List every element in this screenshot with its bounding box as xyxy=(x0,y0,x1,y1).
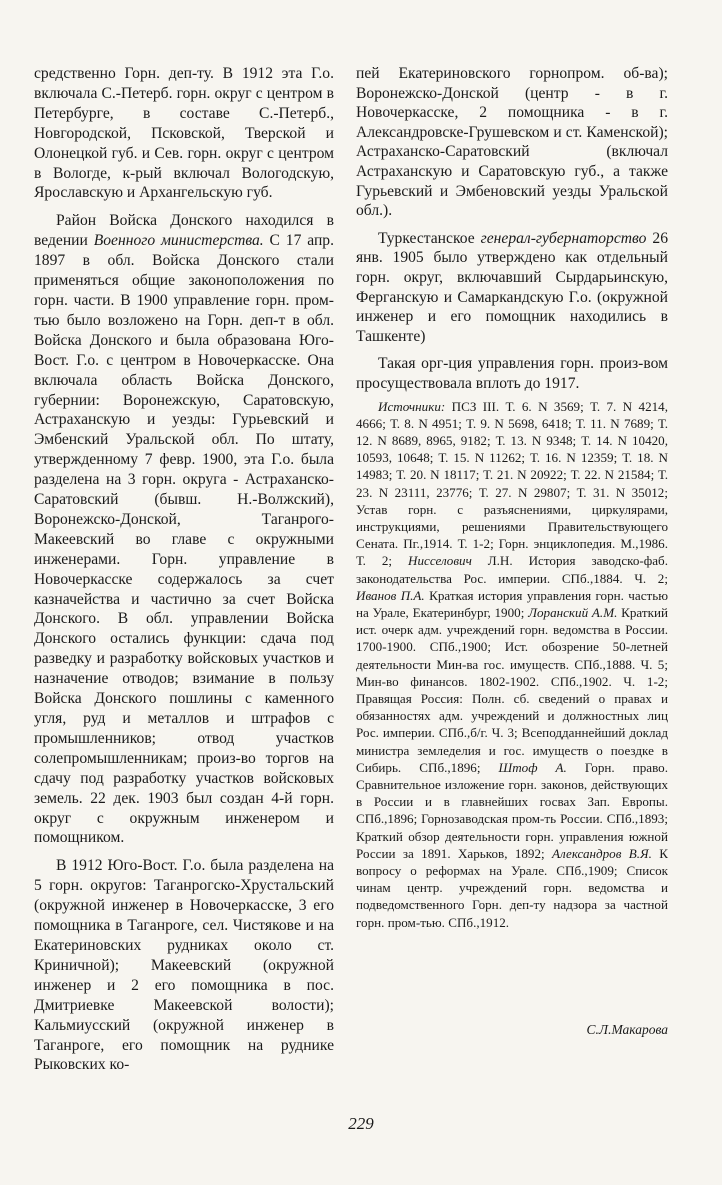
paragraph: Район Войска Донского находился в ведении Военного министерства. С 17 апр. 1897 в обл. Войска Донского стали применяться общие законоположения по горн. части. В 1900 управление горн. пром-тью было возложено на Горн. деп-т в обл. Войска Донского и была образована Юго-Вост. Г.о. с центром в Новочеркасске. Она включала область Войска Донского, губернии: Воронежскую, Саратовскую, Астраханскую и уезды: Гурьевский и Эмбенский Уральской обл. По штату, утвержденному 7 февр. 1900, эта Г.о. была разделена на 3 горн. округа - Астраханско-Саратовский (бывш. Н.-Волжский), Воронежско-Донской, Таганрого-Макеевский во главе с окружными инженерами. Горн. управление в Новочеркасске содержалось за счет казначейства и частично за счет Войска Донского. В обл. управлении Войска Донского остались функции: сдача под разведку и разработку войсковых участков и назначение отводов; взимание в пользу Войска Донского пошлины с каменного угля, руд и металлов и штрафов с промышленников; отвод участков солепромышленникам; произ-во торгов на сдачу под разработку участков войсковых земель. 22 дек. 1903 был создан 4-й горн. округ с окружным инженером и помощником. xyxy=(34,212,334,847)
page-number: 229 xyxy=(348,1114,374,1133)
paragraph: средственно Горн. деп-ту. В 1912 эта Г.о. включала С.-Петерб. горн. округ с центром в Петербурге, в составе С.-Петерб., Новгородской, Псковской, Тверской и Олонецкой губ. и Сев. горн. округ с центром в Вологде, к-рый включал Вологодскую, Ярославскую и Архангельскую губ. xyxy=(34,65,334,202)
right-column xyxy=(356,64,668,931)
paragraph: Такая орг-ция управления горн. произ-вом просуществовала вплоть до 1917. xyxy=(356,355,668,392)
paragraph: В 1912 Юго-Вост. Г.о. была разделена на 5 горн. округов: Таганрогско-Хрустальский (окружной инженер в Новочеркасске, 3 его помощника в Таганроге, сел. Чистякове и на Екатериновских рудниках около ст. Криничной); Макеевский (окружной инженер и 2 его помощника в пос. Дмитриевке Макеевской волости); Кальмиусский (окружной инженер в Таганроге, его помощник на руднике Рыковских ко- xyxy=(34,857,334,1074)
sources-list: Источники: ПСЗ III. Т. 6. N 3569; Т. 7. N 4214, 4666; Т. 8. N 4951; Т. 9. N 5698, 6418; Т. 11. N 7689; Т. 12. N 8689, 8965, 9182; Т. 13. N 9348; Т. 14. N 10420, 10593, 10648; Т. 15. N 11262; Т. 16. N 12359; Т. 18. N 14983; Т. 20. N 18117; Т. 21. N 20922; Т. 22. N 21584; Т. 23. N 23111, 23776; Т. 27. N 29807; Т. 31. N 35012; Устав горн. с разъяснениями, циркулярами, инструкциями, решениями Правительствующего Сената. Пг.,1914. Т. 1-2; Горн. энциклопедия. М.,1986. Т. 2; Нисселович Л.Н. История заводско-фаб. законодательства Рос. империи. СПб.,1884. Ч. 2; Иванов П.А. Краткая история управления горн. частью на Урале, Екатеринбург, 1900; Лоранский А.М. Краткий ист. очерк адм. учреждений горн. ведомства в России. 1700-1900. СПб.,1900; Ист. обозрение 50-летней деятельности Мин-ва гос. имуществ. СПб.,1888. Ч. 5; Мин-во финансов. 1802-1902. СПб.,1902. Ч. 1-2; Правящая Россия: Полн. сб. сведений о правах и обязанностях адм. учреждений и должностных лиц Рос. империи. СПб.,б/г. Ч. 3; Всеподданнейший доклад министра земледелия и гос. имуществ о поездке в Сибирь. СПб.,1896; Штоф А. Горн. право. Сравнительное изложение горн. законов, действующих в России и в главнейших госвах Зап. Европы. СПб.,1896; Горнозаводская пром-ть России. СПб.,1893; Краткий обзор деятельности горн. управления южной России за 1891. Харьков, 1892; Александров В.Я. К вопросу о реформах на Урале. СПб.,1909; Список чинам центр. учреждений горн. ведомства и подведомственного Горн. деп-ту надзора за частной горн. пром-тью. СПб.,1912. xyxy=(356,398,669,930)
paragraph: пей Екатериновского горнопром. об-ва); Воронежско-Донской (центр - в г. Новочеркасске, 2 помощника - в г. Александровске-Грушевском и ст. Каменской); Астраханско-Саратовский (включал Астраханскую и Саратовскую губ., а также Гурьевский и Эмбеновский уезды Уральской обл.). xyxy=(356,65,668,220)
left-column xyxy=(34,64,334,1075)
paragraph: Туркестанское генерал-губернаторство 26 янв. 1905 было утверждено как отдельный горн. округ, включавший Сырдарьинскую, Ферганскую и Самаркандскую Г.о. (окружной инженер и его помощник находились в Ташкенте) xyxy=(356,229,668,345)
author-signature: С.Л.Макарова xyxy=(586,1022,668,1037)
